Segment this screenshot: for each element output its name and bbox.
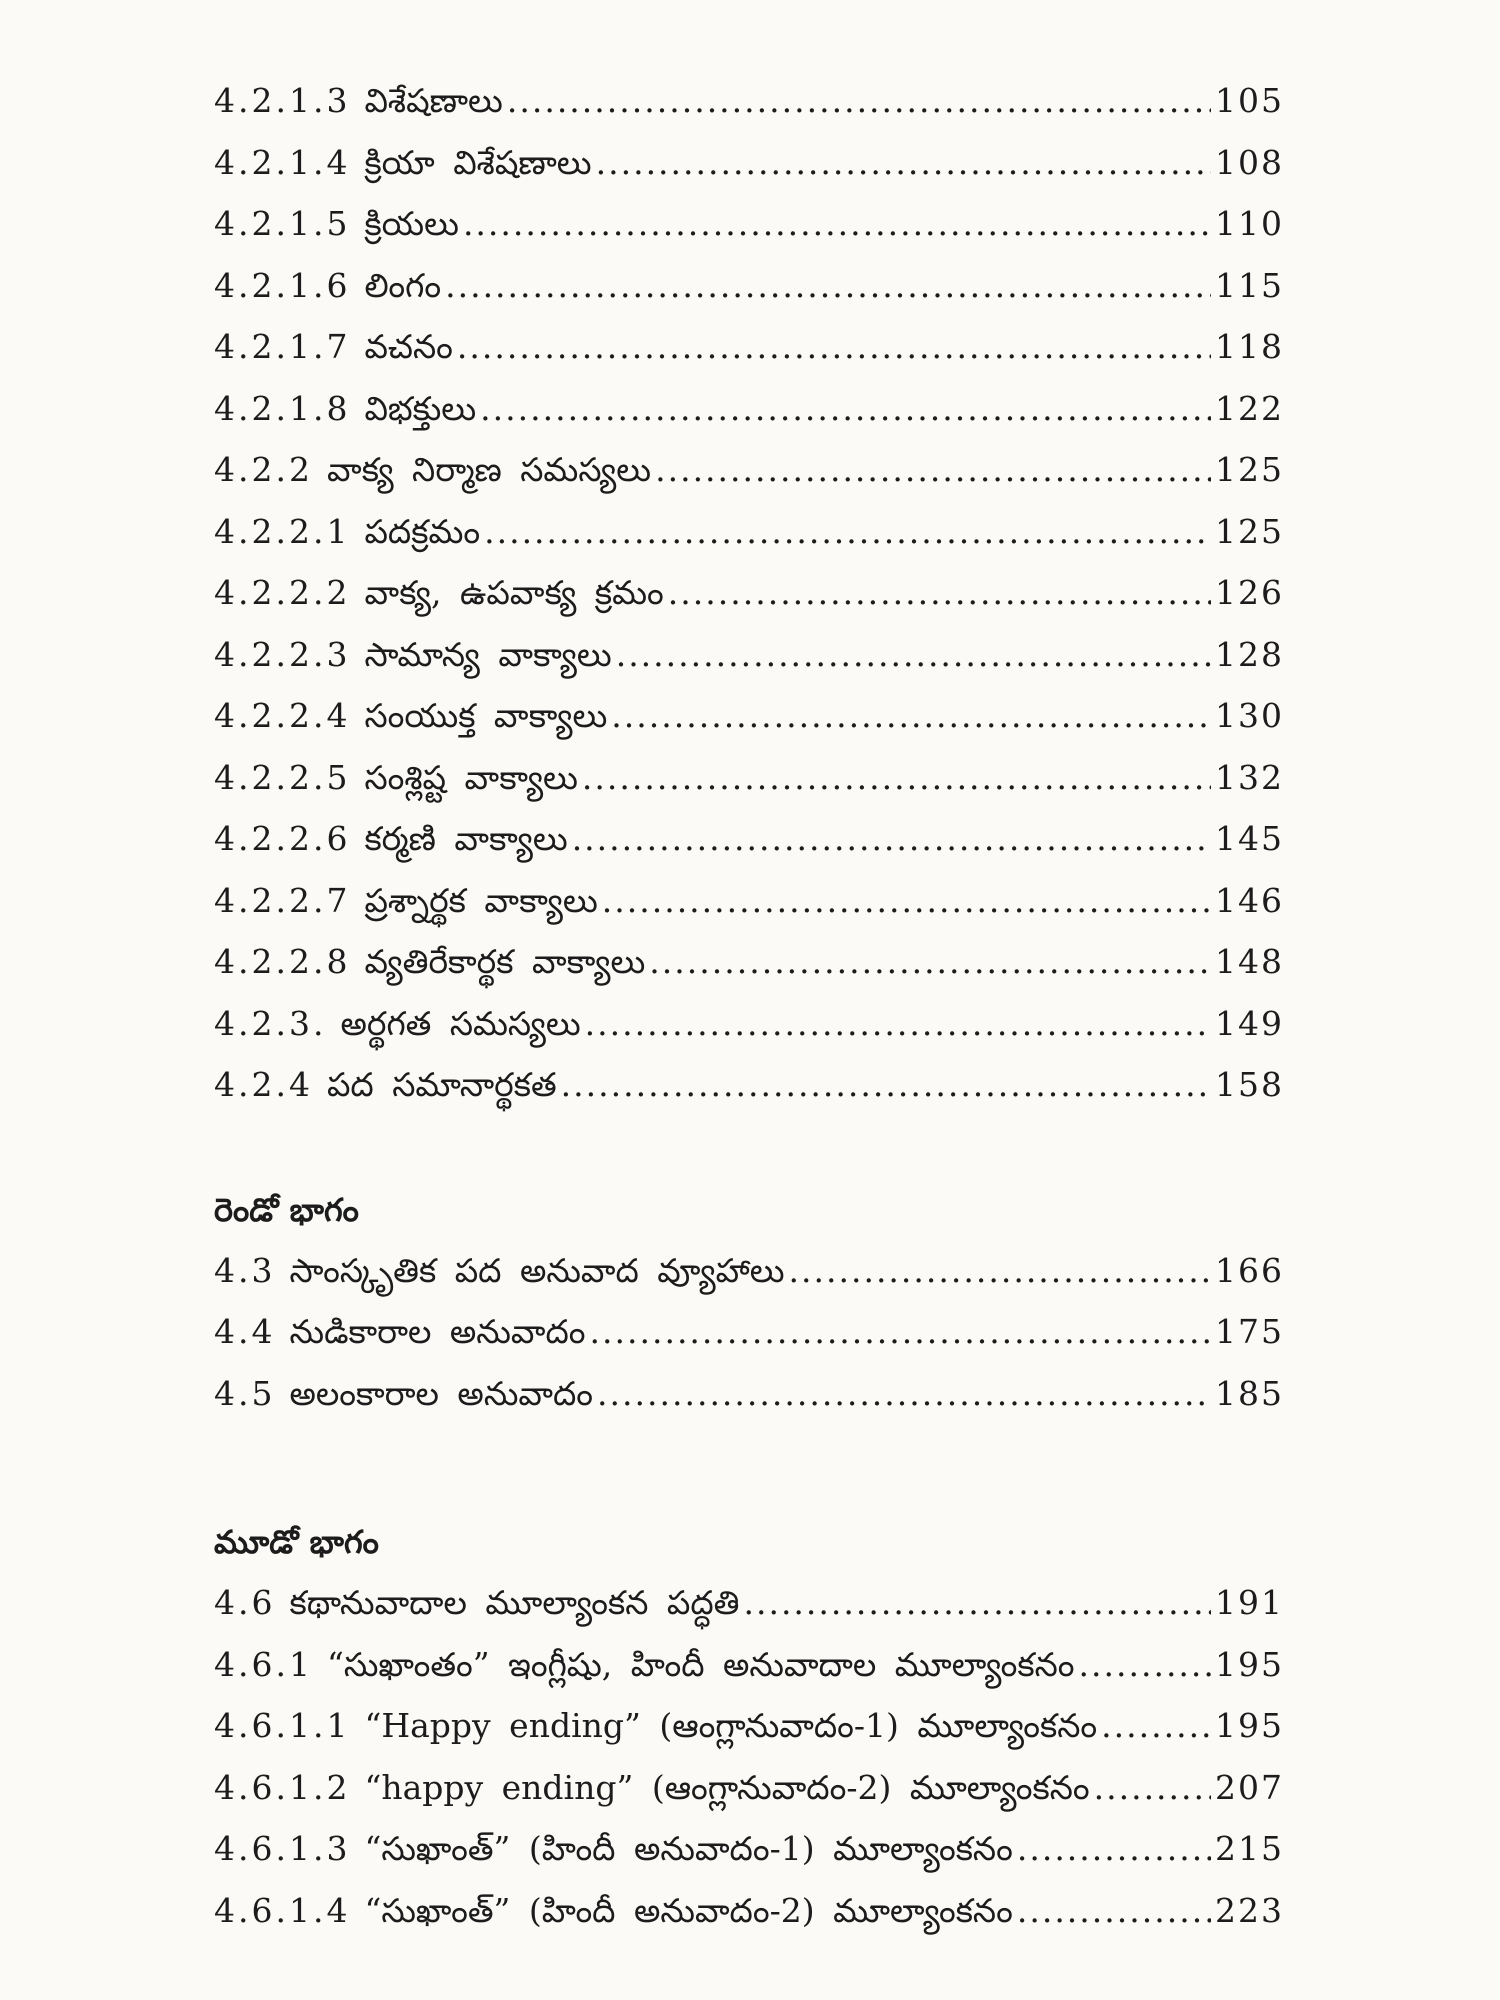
entry-number: 4.2.4 [214,1065,313,1104]
toc-entry [214,378,1284,440]
dot-leader [611,685,1211,747]
entry-number: 4.2.1.4 [214,142,351,182]
entry-page-number: 108 [1215,142,1284,182]
entry-page-number: 149 [1215,1003,1284,1043]
entry-title: అలంకారాల అనువాదం [289,1373,594,1413]
entry-number: 4.4 [214,1312,276,1351]
entry-title: వచనం [364,327,453,366]
dot-leader [1094,1757,1211,1819]
toc-entry [214,624,1284,686]
entry-title: విభక్తులు [364,388,477,428]
entry-title: వాక్య, ఉపవాక్య క్రమం [364,573,664,612]
entry-title: “సుఖాంత్” (హిందీ అనువాదం-2) మూల్యాంకనం [364,1890,1013,1930]
entry-page-number: 166 [1215,1250,1284,1290]
entry-number: 4.2.1.8 [214,388,351,428]
dot-leader [463,193,1211,255]
dot-leader [582,747,1211,809]
dot-leader [484,501,1211,563]
entry-number: 4.2.2.1 [214,511,351,551]
entry-title: సంశ్లిష్ట వాక్యాలు [364,757,578,797]
dot-leader [457,316,1211,378]
toc-entry [214,1363,1284,1425]
toc-entry [214,562,1284,624]
entry-title: ప్రశ్నార్థక వాక్యాలు [364,880,598,920]
entry-page-number: 191 [1215,1583,1284,1622]
section-heading: మూడో భాగం [214,1523,379,1561]
entry-title: సాంస్కృతిక పద అనువాద వ్యూహాలు [289,1250,785,1290]
dot-leader [445,255,1211,317]
dot-leader [596,132,1211,194]
toc-entry [214,316,1284,378]
entry-page-number: 215 [1215,1829,1284,1868]
entry-title: కథానువాదాల మూల్యాంకన పద్ధతి [289,1583,740,1622]
toc-entry [214,808,1284,870]
dot-leader [561,1054,1211,1116]
entry-title: వాక్య నిర్మాణ సమస్యలు [326,450,652,489]
dot-leader [649,931,1211,993]
entry-title: సంయుక్త వాక్యాలు [364,696,608,735]
entry-number: 4.2.1.3 [214,81,351,120]
dot-leader [480,378,1211,440]
entry-number: 4.2.2.7 [214,880,351,920]
toc-entry [214,1695,1284,1757]
dot-leader [1017,1880,1211,1942]
entry-title: కర్మణి వాక్యాలు [364,819,568,858]
entry-title: క్రియలు [364,204,459,243]
entry-title: అర్థగత సమస్యలు [340,1003,581,1043]
dot-leader [743,1572,1211,1634]
entry-page-number: 130 [1215,696,1284,735]
entry-page-number: 105 [1215,81,1284,120]
entry-page-number: 145 [1215,819,1284,858]
toc-entry [214,1301,1284,1363]
entry-title: నుడికారాల అనువాదం [289,1312,586,1351]
entry-number: 4.2.2.5 [214,757,351,797]
entry-title: “Happy ending” (ఆంగ్లానువాదం-1) మూల్యాంకనం [364,1706,1098,1745]
entry-title: క్రియా విశేషణాలు [364,142,592,182]
dot-leader [507,70,1211,132]
entry-page-number: 158 [1215,1065,1284,1104]
toc-section-continued [214,70,1284,1116]
entry-page-number: 175 [1215,1312,1284,1351]
entry-title: “సుఖాంత్” (హిందీ అనువాదం-1) మూల్యాంకనం [364,1829,1013,1868]
toc-entry [214,193,1284,255]
dot-leader [585,993,1211,1055]
entry-number: 4.2.1.7 [214,327,351,366]
entry-number: 4.2.2.8 [214,942,351,981]
entry-number: 4.3 [214,1250,276,1290]
entry-number: 4.2.3. [214,1003,327,1043]
entry-number: 4.2.1.6 [214,265,351,305]
entry-number: 4.2.1.5 [214,204,351,243]
dot-leader [590,1301,1211,1363]
toc-entry [214,931,1284,993]
entry-number: 4.6 [214,1583,276,1622]
dot-leader [597,1363,1211,1425]
toc-entry [214,501,1284,563]
entry-title: విశేషణాలు [364,81,503,120]
toc-entry [214,1757,1284,1819]
entry-page-number: 118 [1215,327,1284,366]
dot-leader [655,439,1211,501]
entry-number: 4.6.1.4 [214,1890,351,1930]
entry-number: 4.5 [214,1373,276,1413]
toc-entry [214,870,1284,932]
toc-entry [214,70,1284,132]
toc-entry [214,685,1284,747]
entry-title: లింగం [364,265,442,305]
entry-page-number: 148 [1215,942,1284,981]
dot-leader [789,1240,1211,1302]
entry-page-number: 207 [1215,1767,1284,1807]
entry-title: పద సమానార్థకత [326,1065,557,1104]
entry-page-number: 128 [1215,634,1284,674]
toc-entry [214,439,1284,501]
entry-page-number: 223 [1215,1890,1284,1930]
table-of-contents [214,70,1284,1941]
dot-leader [1017,1818,1211,1880]
dot-leader [1079,1634,1211,1696]
dot-leader [668,562,1211,624]
entry-number: 4.2.2 [214,450,313,489]
entry-title: “happy ending” (ఆంగ్లానువాదం-2) మూల్యాంకనం [364,1767,1090,1807]
entry-title: సామాన్య వాక్యాలు [364,634,612,674]
entry-number: 4.2.2.2 [214,573,351,612]
toc-entry [214,1880,1284,1942]
dot-leader [616,624,1211,686]
toc-entry [214,993,1284,1055]
entry-number: 4.6.1.2 [214,1767,351,1807]
toc-section-part-three [214,1512,1284,1941]
entry-number: 4.6.1.3 [214,1829,351,1868]
toc-entry [214,1818,1284,1880]
toc-entry [214,1572,1284,1634]
toc-section-part-two [214,1180,1284,1425]
entry-page-number: 146 [1215,880,1284,920]
entry-number: 4.2.2.3 [214,634,351,674]
entry-page-number: 125 [1215,450,1284,489]
entry-page-number: 132 [1215,757,1284,797]
toc-entry [214,747,1284,809]
toc-entry [214,1634,1284,1696]
dot-leader [1101,1695,1211,1757]
toc-entry [214,1240,1284,1302]
section-heading: రెండో భాగం [214,1190,359,1229]
entry-page-number: 125 [1215,511,1284,551]
dot-leader [572,808,1211,870]
entry-page-number: 126 [1215,573,1284,612]
entry-title: “సుఖాంతం” ఇంగ్లీషు, హిందీ అనువాదాల మూల్యాంకనం [326,1644,1075,1684]
entry-page-number: 110 [1215,204,1284,243]
toc-entry [214,132,1284,194]
entry-title: పదక్రమం [364,511,481,551]
entry-number: 4.6.1.1 [214,1706,351,1745]
dot-leader [602,870,1211,932]
entry-number: 4.6.1 [214,1644,313,1684]
entry-title: వ్యతిరేకార్థక వాక్యాలు [364,942,646,981]
entry-page-number: 185 [1215,1373,1284,1413]
toc-entry [214,255,1284,317]
toc-entry [214,1054,1284,1116]
entry-number: 4.2.2.4 [214,696,351,735]
entry-page-number: 115 [1215,265,1284,305]
entry-page-number: 195 [1215,1644,1284,1684]
entry-page-number: 195 [1215,1706,1284,1745]
entry-number: 4.2.2.6 [214,819,351,858]
entry-page-number: 122 [1215,388,1284,428]
